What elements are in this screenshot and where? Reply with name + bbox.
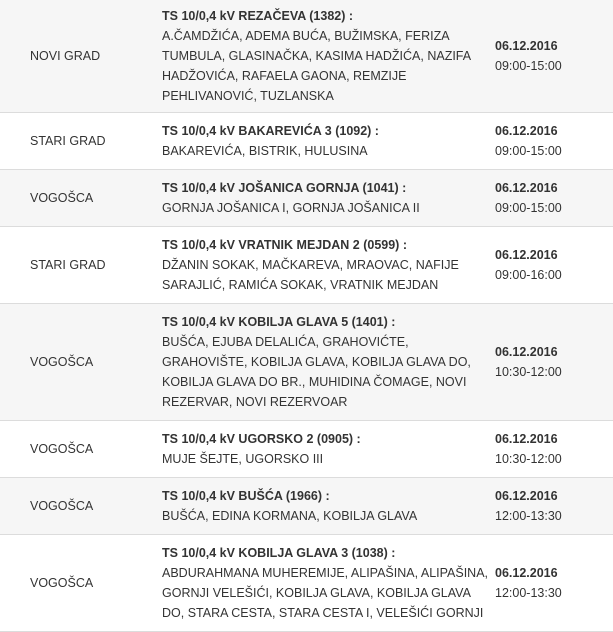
table-row bbox=[0, 304, 613, 421]
description-cell bbox=[162, 0, 495, 113]
table-row bbox=[0, 421, 613, 478]
station-name: TS 10/0,4 kV KOBILJA GLAVA 5 (1401) : bbox=[162, 315, 396, 329]
area-cell: STARI GRAD bbox=[0, 113, 162, 170]
table-row bbox=[0, 227, 613, 304]
schedule-cell bbox=[495, 478, 613, 535]
schedule-cell bbox=[495, 421, 613, 478]
schedule-cell bbox=[495, 227, 613, 304]
outage-time: 10:30-12:00 bbox=[495, 365, 562, 379]
station-name: TS 10/0,4 kV KOBILJA GLAVA 3 (1038) : bbox=[162, 546, 396, 560]
area-cell: VOGOŠCA bbox=[0, 170, 162, 227]
schedule-cell bbox=[495, 170, 613, 227]
area-cell: VOGOŠCA bbox=[0, 421, 162, 478]
outage-date: 06.12.2016 bbox=[495, 345, 558, 359]
outage-time: 09:00-15:00 bbox=[495, 201, 562, 215]
outage-time: 09:00-15:00 bbox=[495, 144, 562, 158]
outage-date: 06.12.2016 bbox=[495, 489, 558, 503]
area-cell: VOGOŠCA bbox=[0, 478, 162, 535]
outage-date: 06.12.2016 bbox=[495, 248, 558, 262]
streets-list: MUJE ŠEJTE, UGORSKO III bbox=[162, 452, 324, 466]
outage-time: 09:00-15:00 bbox=[495, 59, 562, 73]
streets-list: ABDURAHMANA MUHEREMIJE, ALIPAŠINA, ALIPAŠINA, GORNJI VELEŠIĆI, KOBILJA GLAVA, KOBILJA GLAVA DO, STARA CESTA, STARA CESTA I, VELEŠIĆI GORNJI bbox=[162, 566, 489, 620]
table-row bbox=[0, 478, 613, 535]
description-cell bbox=[162, 227, 495, 304]
description-cell bbox=[162, 535, 495, 632]
outage-time: 09:00-16:00 bbox=[495, 268, 562, 282]
description-cell bbox=[162, 113, 495, 170]
outage-time: 10:30-12:00 bbox=[495, 452, 562, 466]
table-row bbox=[0, 113, 613, 170]
streets-list: BAKAREVIĆA, BISTRIK, HULUSINA bbox=[162, 144, 368, 158]
schedule-cell bbox=[495, 535, 613, 632]
station-name: TS 10/0,4 kV VRATNIK MEJDAN 2 (0599) : bbox=[162, 238, 407, 252]
description-cell bbox=[162, 421, 495, 478]
area-cell: VOGOŠCA bbox=[0, 535, 162, 632]
outage-date: 06.12.2016 bbox=[495, 124, 558, 138]
schedule-cell bbox=[495, 304, 613, 421]
area-cell: NOVI GRAD bbox=[0, 0, 162, 113]
streets-list: GORNJA JOŠANICA I, GORNJA JOŠANICA II bbox=[162, 201, 420, 215]
schedule-cell bbox=[495, 0, 613, 113]
station-name: TS 10/0,4 kV REZAČEVA (1382) : bbox=[162, 9, 354, 23]
streets-list: A.ČAMDŽIĆA, ADEMA BUĆA, BUŽIMSKA, FERIZA TUMBULA, GLASINAČKA, KASIMA HADŽIĆA, NAZIFA HADŽOVIĆA, RAFAELA GAONA, REMZIJE PEHLIVANOVIĆ, TUZLANSKA bbox=[162, 29, 471, 103]
outage-date: 06.12.2016 bbox=[495, 39, 558, 53]
outage-date: 06.12.2016 bbox=[495, 181, 558, 195]
station-name: TS 10/0,4 kV BAKAREVIĆA 3 (1092) : bbox=[162, 124, 379, 138]
outage-date: 06.12.2016 bbox=[495, 432, 558, 446]
area-cell: STARI GRAD bbox=[0, 227, 162, 304]
station-name: TS 10/0,4 kV BUŠĆA (1966) : bbox=[162, 489, 330, 503]
outage-time: 12:00-13:30 bbox=[495, 509, 562, 523]
streets-list: DŽANIN SOKAK, MAČKAREVA, MRAOVAC, NAFIJE SARAJLIĆ, RAMIĆA SOKAK, VRATNIK MEJDAN bbox=[162, 258, 459, 292]
table-row bbox=[0, 535, 613, 632]
streets-list: BUŠĆA, EDINA KORMANA, KOBILJA GLAVA bbox=[162, 509, 418, 523]
outage-date: 06.12.2016 bbox=[495, 566, 558, 580]
description-cell bbox=[162, 304, 495, 421]
area-cell: VOGOŠCA bbox=[0, 304, 162, 421]
schedule-cell bbox=[495, 113, 613, 170]
streets-list: BUŠĆA, EJUBA DELALIĆA, GRAHOVIĆTE, GRAHOVIŠTE, KOBILJA GLAVA, KOBILJA GLAVA DO, KOBILJA GLAVA DO BR., MUHIDINA ČOMAGE, NOVI REZERVAR, NOVI REZERVOAR bbox=[162, 335, 471, 409]
description-cell bbox=[162, 478, 495, 535]
description-cell bbox=[162, 170, 495, 227]
station-name: TS 10/0,4 kV JOŠANICA GORNJA (1041) : bbox=[162, 181, 407, 195]
table-row bbox=[0, 0, 613, 113]
station-name: TS 10/0,4 kV UGORSKO 2 (0905) : bbox=[162, 432, 361, 446]
outage-time: 12:00-13:30 bbox=[495, 586, 562, 600]
table-row bbox=[0, 170, 613, 227]
